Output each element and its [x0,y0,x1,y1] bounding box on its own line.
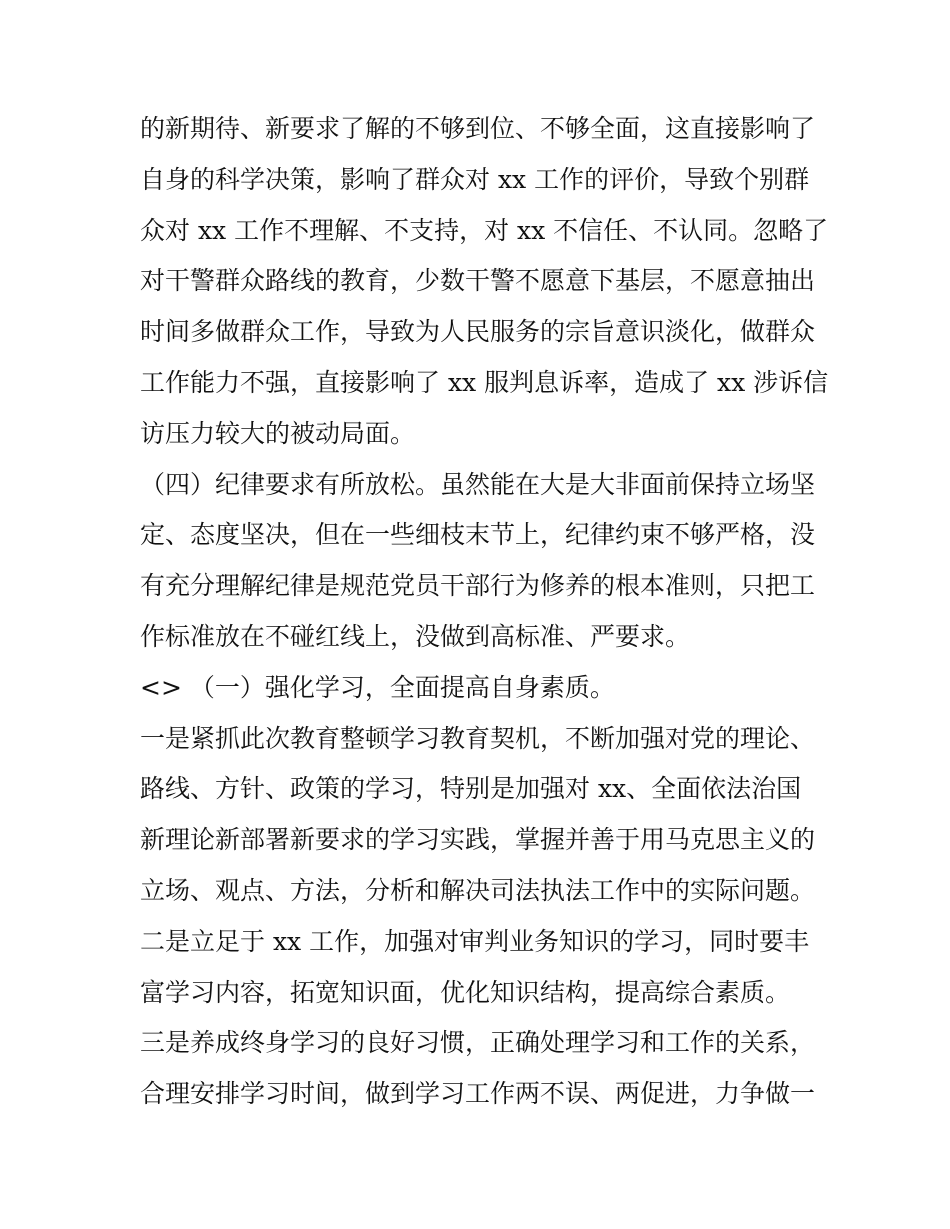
text-line: 访压力较大的被动局面。 [140,418,416,448]
text-line: 立场、观点、方法，分析和解决司法执法工作中的实际问题。 [140,875,816,905]
section-heading-line: （四）纪律要求有所放松。虽然能在大是大非面前保持立场坚 [140,469,816,499]
text-line: 对干警群众路线的教育，少数干警不愿意下基层，不愿意抽出 [140,266,816,296]
text-line: 众对 xx 工作不理解、不支持，对 xx 不信任、不认同。忽略了 [140,215,829,245]
text-line: 定、态度坚决，但在一些细枝末节上，纪律约束不够严格，没 [140,520,816,550]
text-line: 有充分理解纪律是规范党员干部行为修养的根本准则，只把工 [140,571,816,601]
text-line: 二是立足于 xx 工作，加强对审判业务知识的学习，同时要丰 [140,926,810,956]
text-line: 三是养成终身学习的良好习惯，正确处理学习和工作的关系， [140,1028,816,1058]
text-line: 一是紧抓此次教育整顿学习教育契机，不断加强对党的理论、 [140,723,816,753]
text-line: 富学习内容，拓宽知识面，优化知识结构，提高综合素质。 [140,977,791,1007]
text-line: 工作能力不强，直接影响了 xx 服判息诉率，造成了 xx 涉诉信 [140,367,829,397]
text-line: 作标准放在不碰红线上，没做到高标准、严要求。 [140,621,691,651]
document-body-text [140,104,830,1120]
text-line: 自身的科学决策，影响了群众对 xx 工作的评价，导致个别群 [140,164,810,194]
text-line: 新理论新部署新要求的学习实践，掌握并善于用马克思主义的 [140,825,816,855]
section-heading-line: <> （一）强化学习，全面提高自身素质。 [140,672,615,702]
text-line: 时间多做群众工作，导致为人民服务的宗旨意识淡化，做群众 [140,317,816,347]
text-line: 合理安排学习时间，做到学习工作两不误、两促进，力争做一 [140,1079,816,1109]
text-line: 路线、方针、政策的学习，特别是加强对 xx、全面依法治国 [140,774,802,804]
text-line: 的新期待、新要求了解的不够到位、不够全面，这直接影响了 [140,114,816,143]
